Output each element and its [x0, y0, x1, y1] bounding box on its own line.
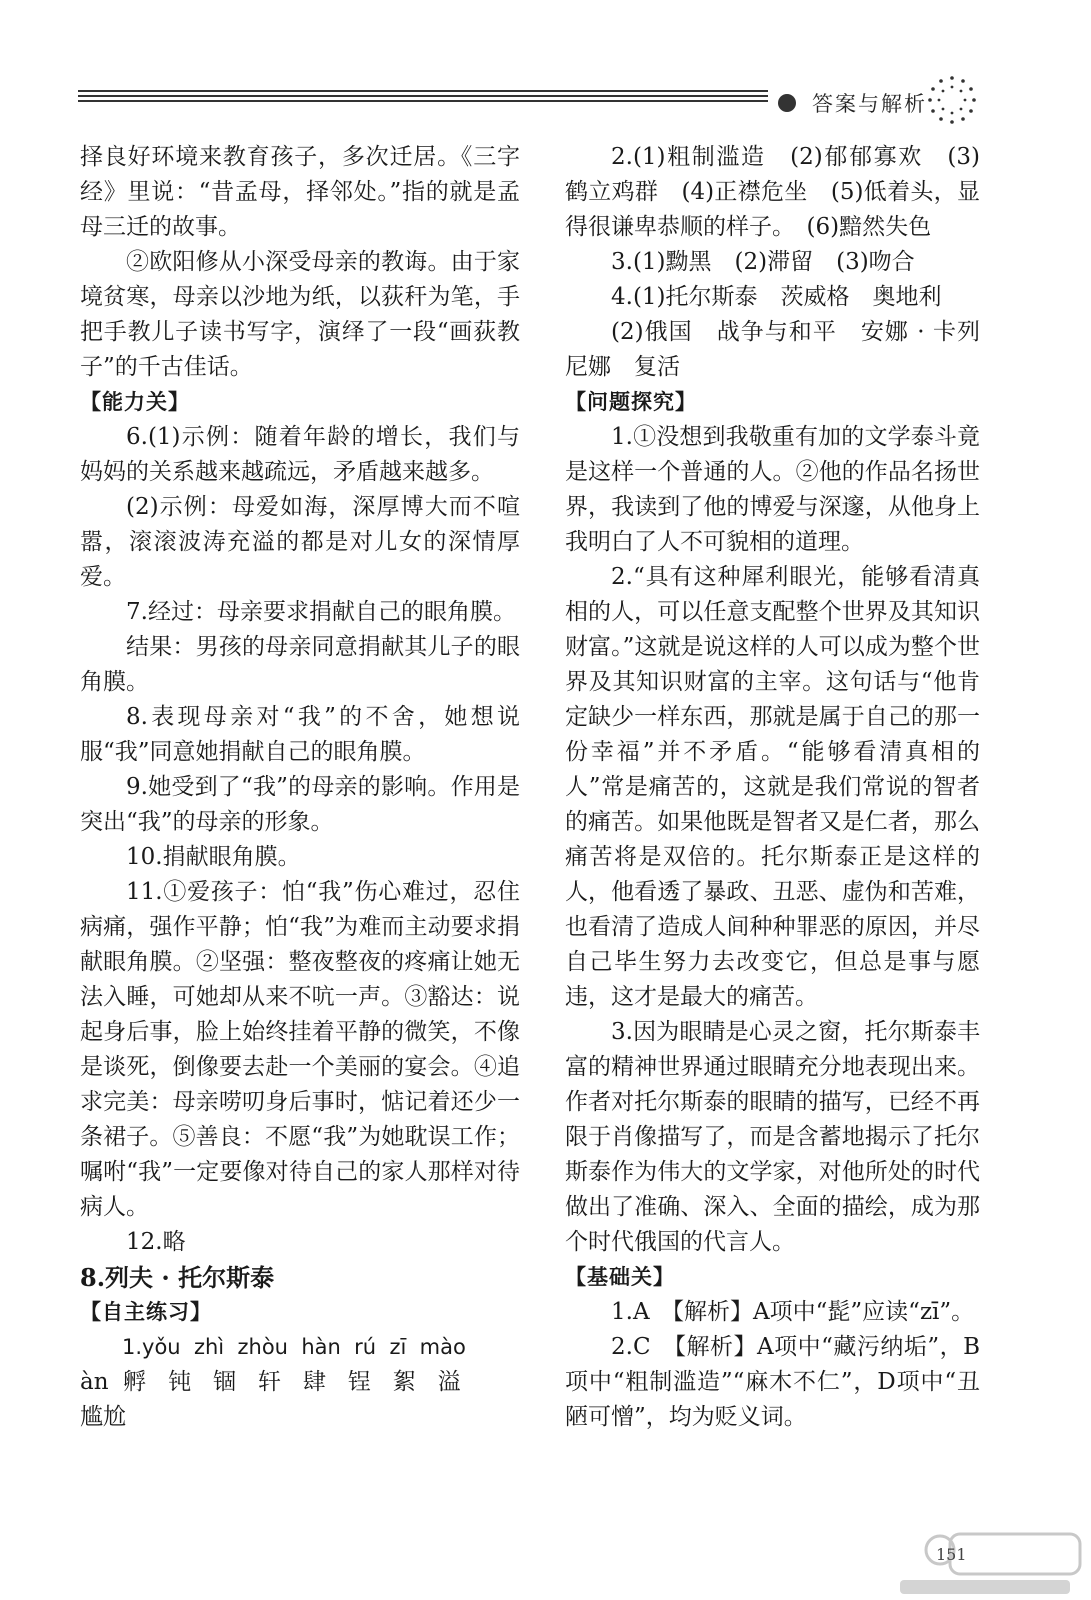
answer-item: 2.C 【解析】A项中“藏污纳垢”，B项中“粗制滥造”“麻木不仁”，D项中“丑陋可憎”，均为贬义词。: [565, 1334, 980, 1430]
section-heading-ability: 【能力关】: [80, 390, 190, 414]
chapter-title: 8.列夫 · 托尔斯泰: [80, 1263, 275, 1292]
answer-item: 11.①爱孩子：怕“我”伤心难过，忍住病痛，强作平静；怕“我”为难而主动要求捐献眼角膜。②坚强：整夜整夜的疼痛让她无法入睡，可她却从来不吭一声。③豁达：说起身后事，脸上始终挂着平静的微笑，不像是谈死，倒像要去赴一个美丽的宴会。④追求完美：母亲唠叨身后事时，惦记着还少一条裙子。⑤善良：不愿“我”为她耽误工作；嘱咐“我”一定要像对待自己的家人那样对待病人。: [80, 879, 520, 1220]
dotted-ring-icon: [926, 74, 978, 126]
answer-item: 3.(1)黝黑 (2)滞留 (3)吻合: [611, 249, 915, 275]
answer-item: 1.①没想到我敬重有加的文学泰斗竟是这样一个普通的人。②他的作品名扬世界，我读到了他的博爱与深邃，从他身上我明白了人不可貌相的道理。: [565, 424, 980, 555]
answer-item: 2.“具有这种犀利眼光，能够看清真相的人，可以任意支配整个世界及其知识财富。”这就是说这样的人可以成为整个世界及其知识财富的主宰。这句话与“他肯定缺少一样东西，那就是属于自己的那一份幸福”并不矛盾。“能够看清真相的人”常是痛苦的，这就是我们常说的智者的痛苦。如果他既是智者又是仁者，那么痛苦将是双倍的。托尔斯泰正是这样的人，他看透了暴政、丑恶、虚伪和苦难，也看清了造成人间种种罪恶的原因，并尽自己毕生努力去改变它，但总是事与愿违，这才是最大的痛苦。: [565, 564, 980, 1010]
answer-item: 10.捐献眼角膜。: [126, 844, 301, 870]
right-column: [565, 140, 980, 1435]
answer-item: 8.表现母亲对“我”的不舍，她想说服“我”同意她捐献自己的眼角膜。: [80, 704, 520, 765]
pinyin-line: 1.yǒu zhì zhòu hàn rú zī mào: [122, 1335, 466, 1359]
section-heading-explore: 【问题探究】: [565, 390, 697, 414]
characters-line: 尴尬: [80, 1404, 126, 1430]
answer-item: 9.她受到了“我”的母亲的影响。作用是突出“我”的母亲的形象。: [80, 774, 520, 835]
answer-item: 7.经过：母亲要求捐献自己的眼角膜。: [126, 599, 516, 625]
page-number: 151: [936, 1545, 967, 1564]
section-heading-basic: 【基础关】: [565, 1265, 675, 1289]
answer-item: 12.略: [126, 1229, 186, 1255]
left-column: [80, 140, 520, 1435]
header-title: 答案与解析: [812, 92, 927, 116]
answer-item: 4.(1)托尔斯泰 茨威格 奥地利: [611, 284, 942, 310]
answer-item: 2.(1)粗制滥造 (2)郁郁寡欢 (3)鹤立鸡群 (4)正襟危坐 (5)低着头，显得很谦卑恭顺的样子。 (6)黯然失色: [565, 144, 980, 240]
answer-item: 1.A 【解析】A项中“髭”应读“zī”。: [611, 1299, 975, 1325]
header-bullet-icon: [778, 94, 796, 112]
section-heading-self-practice: 【自主练习】: [80, 1300, 212, 1324]
header-rule: [78, 90, 768, 105]
answer-item: 结果：男孩的母亲同意捐献其儿子的眼角膜。: [80, 634, 520, 695]
paragraph: 择良好环境来教育孩子，多次迁居。《三字经》里说：“昔孟母，择邻处。”指的就是孟母三迁的故事。: [80, 144, 520, 240]
paragraph: ②欧阳修从小深受母亲的教诲。由于家境贫寒，母亲以沙地为纸，以荻秆为笔，手把手教儿子读书写字，演绎了一段“画荻教子”的千古佳话。: [80, 249, 520, 380]
answer-item: (2)示例：母爱如海，深厚博大而不喧嚣，滚滚波涛充溢的都是对儿女的深情厚爱。: [80, 494, 520, 590]
page-header: [0, 0, 1091, 140]
answer-item: 6.(1)示例：随着年龄的增长，我们与妈妈的关系越来越疏远，矛盾越来越多。: [80, 424, 520, 485]
answer-item: (2)俄国 战争与和平 安娜 · 卡列尼娜 复活: [565, 319, 980, 380]
characters-line: àn 孵 钝 锢 轩 肆 锃 絮 溢: [80, 1369, 461, 1395]
answer-item: 3.因为眼睛是心灵之窗，托尔斯泰丰富的精神世界通过眼睛充分地表现出来。作者对托尔斯泰的眼睛的描写，已经不再限于肖像描写了，而是含蓄地揭示了托尔斯泰作为伟大的文学家，对他所处的时代做出了准确、深入、全面的描绘，成为那个时代俄国的代言人。: [565, 1019, 980, 1255]
watermark-logo-icon: [880, 1520, 1090, 1600]
